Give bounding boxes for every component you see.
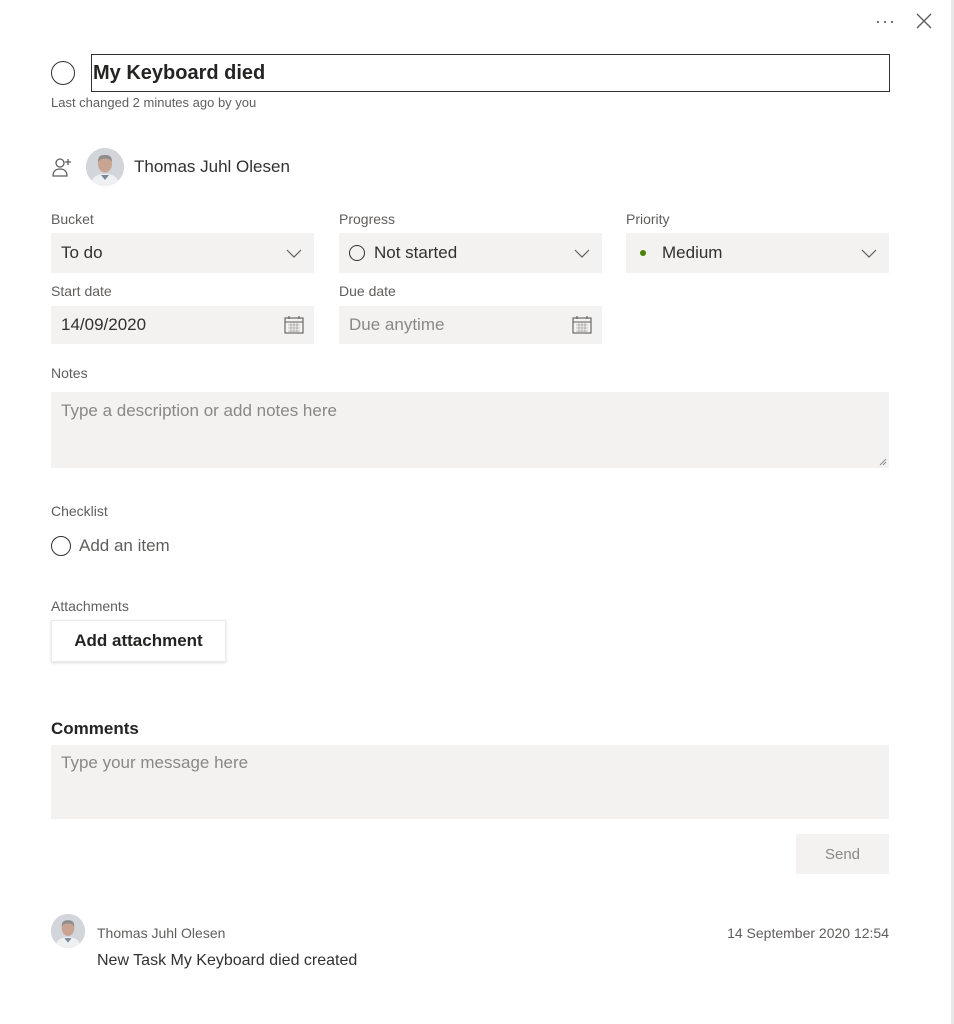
assignment-row bbox=[51, 148, 290, 186]
start-date-label: Start date bbox=[51, 283, 112, 299]
priority-dropdown[interactable] bbox=[626, 233, 889, 273]
notes-label: Notes bbox=[51, 365, 88, 381]
comment-author-avatar bbox=[51, 914, 85, 948]
panel-actions bbox=[875, 12, 932, 30]
assignee-avatar[interactable] bbox=[86, 148, 124, 186]
chevron-down-icon bbox=[286, 245, 302, 261]
priority-value: Medium bbox=[662, 243, 723, 262]
comment-item bbox=[51, 914, 889, 974]
calendar-icon[interactable] bbox=[284, 315, 304, 335]
add-item-text: Add an item bbox=[79, 536, 170, 555]
due-date-picker[interactable] bbox=[339, 306, 602, 344]
due-date-label: Due date bbox=[339, 283, 396, 299]
add-person-icon[interactable] bbox=[51, 156, 73, 178]
comment-text: New Task My Keyboard died created bbox=[97, 952, 358, 969]
priority-dot-icon bbox=[640, 250, 646, 256]
assignee-name: Thomas Juhl Olesen bbox=[134, 157, 290, 176]
task-title-input[interactable] bbox=[91, 54, 890, 92]
last-changed-text: Last changed 2 minutes ago by you bbox=[51, 95, 257, 110]
comment-author: Thomas Juhl Olesen bbox=[97, 925, 226, 941]
chevron-down-icon bbox=[574, 245, 590, 261]
send-button[interactable]: Send bbox=[796, 834, 889, 874]
add-checklist-item[interactable] bbox=[51, 536, 170, 556]
start-date-value: 14/09/2020 bbox=[61, 315, 147, 334]
add-attachment-button[interactable]: Add attachment bbox=[51, 620, 226, 662]
priority-label: Priority bbox=[626, 211, 670, 227]
bucket-value: To do bbox=[61, 243, 103, 262]
chevron-down-icon bbox=[861, 245, 877, 261]
checklist-label: Checklist bbox=[51, 503, 108, 519]
progress-value: Not started bbox=[374, 243, 458, 262]
comments-heading: Comments bbox=[51, 719, 139, 738]
comment-placeholder: Type your message here bbox=[61, 753, 249, 772]
due-date-placeholder: Due anytime bbox=[349, 315, 445, 334]
notes-placeholder: Type a description or add notes here bbox=[61, 401, 337, 420]
progress-dropdown[interactable] bbox=[339, 233, 602, 273]
task-title-row bbox=[51, 54, 890, 92]
comment-timestamp: 14 September 2020 12:54 bbox=[727, 925, 889, 941]
notes-textarea[interactable] bbox=[51, 392, 889, 468]
resize-grip-icon[interactable] bbox=[879, 458, 887, 466]
not-started-icon bbox=[349, 245, 365, 261]
more-options-button[interactable]: ··· bbox=[875, 11, 896, 31]
comment-input[interactable] bbox=[51, 745, 889, 819]
attachments-label: Attachments bbox=[51, 598, 129, 614]
start-date-picker[interactable] bbox=[51, 306, 314, 344]
close-icon bbox=[916, 13, 932, 29]
complete-task-toggle[interactable] bbox=[51, 61, 75, 85]
bucket-label: Bucket bbox=[51, 211, 94, 227]
checklist-circle-icon bbox=[51, 536, 71, 556]
bucket-dropdown[interactable] bbox=[51, 233, 314, 273]
calendar-icon[interactable] bbox=[572, 315, 592, 335]
progress-label: Progress bbox=[339, 211, 396, 227]
close-button[interactable] bbox=[916, 13, 932, 29]
